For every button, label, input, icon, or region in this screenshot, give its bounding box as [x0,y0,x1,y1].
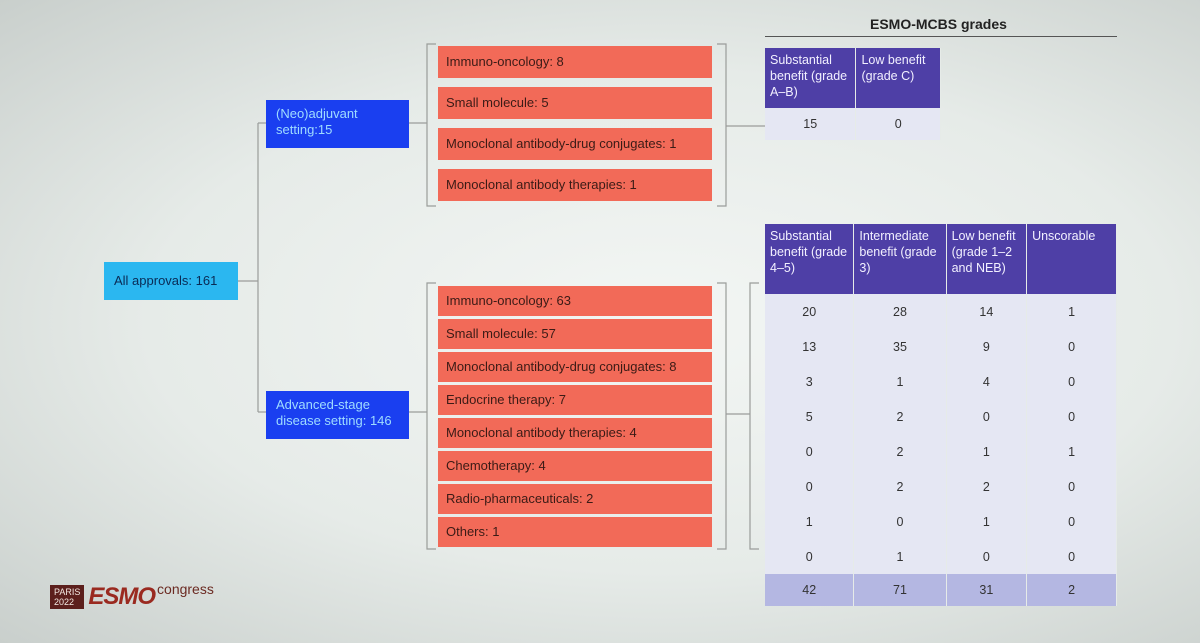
logo-congress: congress [157,581,214,597]
adv-grades-cell: 2 [854,469,946,504]
adv-grades-cell: 2 [946,469,1026,504]
adv-drug-class-item [438,286,712,316]
logo-city: PARIS [54,587,81,597]
adv-drug-class-label: Endocrine therapy: 7 [446,392,566,407]
adv-grades-total-cell: 71 [854,574,946,606]
adv-grades-row [765,399,1117,434]
logo-brand: ESMO [88,583,156,610]
grades-title-rule [765,36,1117,37]
adv-grades-cell: 28 [854,294,946,329]
neoadjuvant-node [266,100,409,148]
grades-title: ESMO-MCBS grades [870,16,1007,32]
adv-grades-cell: 1 [765,504,854,539]
neo-drug-class-label: Monoclonal antibody therapies: 1 [446,177,637,192]
neo-drug-class-item [438,87,712,119]
adv-grades-cell: 0 [1027,399,1117,434]
logo-city-year [50,585,84,609]
adv-grades-header: Unscorable [1027,224,1117,294]
adv-grades-cell: 0 [854,504,946,539]
adv-grades-cell: 0 [765,434,854,469]
neo-drug-class-label: Small molecule: 5 [446,95,549,110]
adv-drug-class-item [438,352,712,382]
adv-drug-class-item [438,517,712,547]
root-node [104,262,238,300]
adv-grades-cell: 0 [765,539,854,574]
adv-grades-total-row [765,574,1117,606]
neo-drug-class-item [438,46,712,78]
adv-grades-cell: 3 [765,364,854,399]
adv-grades-cell: 0 [1027,504,1117,539]
neo-grades-cell: 15 [765,108,856,140]
adv-grades-cell: 14 [946,294,1026,329]
neo-grades-header: Substantial benefit (grade A–B) [765,48,856,108]
adv-drug-class-label: Radio-pharmaceuticals: 2 [446,491,594,506]
advanced-stage-node-label: Advanced-stage disease setting: 146 [276,397,392,428]
adv-grades-row [765,364,1117,399]
adv-drug-class-label: Monoclonal antibody-drug conjugates: 8 [446,359,677,374]
adv-grades-row [765,469,1117,504]
neoadjuvant-node-label: (Neo)adjuvant setting:15 [276,106,358,137]
adv-grades-cell: 1 [1027,434,1117,469]
adv-drug-class-label: Others: 1 [446,524,500,539]
adv-grades-cell: 1 [1027,294,1117,329]
adv-drug-class-item [438,451,712,481]
adv-drug-class-label: Small molecule: 57 [446,326,556,341]
adv-grades-row [765,434,1117,469]
adv-grades-cell: 0 [1027,539,1117,574]
esmo-congress-logo [50,581,214,610]
adv-drug-class-item [438,418,712,448]
adv-drug-class-label: Chemotherapy: 4 [446,458,546,473]
adv-drug-class-label: Monoclonal antibody therapies: 4 [446,425,637,440]
adv-grades-cell: 0 [765,469,854,504]
logo-year: 2022 [54,597,75,607]
adv-drug-class-item [438,319,712,349]
adv-grades-row [765,504,1117,539]
adv-grades-cell: 0 [1027,469,1117,504]
adv-grades-cell: 20 [765,294,854,329]
neo-drug-class-label: Immuno-oncology: 8 [446,54,564,69]
adv-grades-header: Low benefit (grade 1–2 and NEB) [946,224,1026,294]
adv-grades-cell: 1 [854,364,946,399]
neo-drug-class-label: Monoclonal antibody-drug conjugates: 1 [446,136,677,151]
adv-grades-cell: 1 [854,539,946,574]
adv-grades-total-cell: 31 [946,574,1026,606]
adv-grades-row [765,539,1117,574]
adv-grades-cell: 0 [1027,329,1117,364]
adv-grades-table [765,224,1117,606]
adv-drug-class-item [438,385,712,415]
adv-grades-cell: 1 [946,504,1026,539]
adv-grades-cell: 9 [946,329,1026,364]
adv-drug-class-label: Immuno-oncology: 63 [446,293,572,308]
adv-grades-cell: 2 [854,434,946,469]
adv-grades-total-cell: 2 [1027,574,1117,606]
advanced-stage-node [266,391,409,439]
adv-grades-row [765,329,1117,364]
neo-drug-class-item [438,169,712,201]
adv-grades-total-cell: 42 [765,574,854,606]
adv-grades-cell: 5 [765,399,854,434]
neo-grades-table [765,48,941,140]
adv-grades-cell: 0 [946,399,1026,434]
adv-grades-header: Substantial benefit (grade 4–5) [765,224,854,294]
neo-grades-header: Low benefit (grade C) [856,48,941,108]
adv-drug-class-item [438,484,712,514]
adv-grades-cell: 1 [946,434,1026,469]
adv-grades-cell: 0 [1027,364,1117,399]
root-node-label: All approvals: 161 [114,273,218,288]
adv-grades-cell: 0 [946,539,1026,574]
neo-drug-class-item [438,128,712,160]
adv-grades-cell: 13 [765,329,854,364]
adv-grades-row [765,294,1117,329]
neo-grades-cell: 0 [856,108,941,140]
adv-grades-header: Intermediate benefit (grade 3) [854,224,946,294]
adv-grades-cell: 2 [854,399,946,434]
adv-grades-cell: 4 [946,364,1026,399]
adv-grades-cell: 35 [854,329,946,364]
